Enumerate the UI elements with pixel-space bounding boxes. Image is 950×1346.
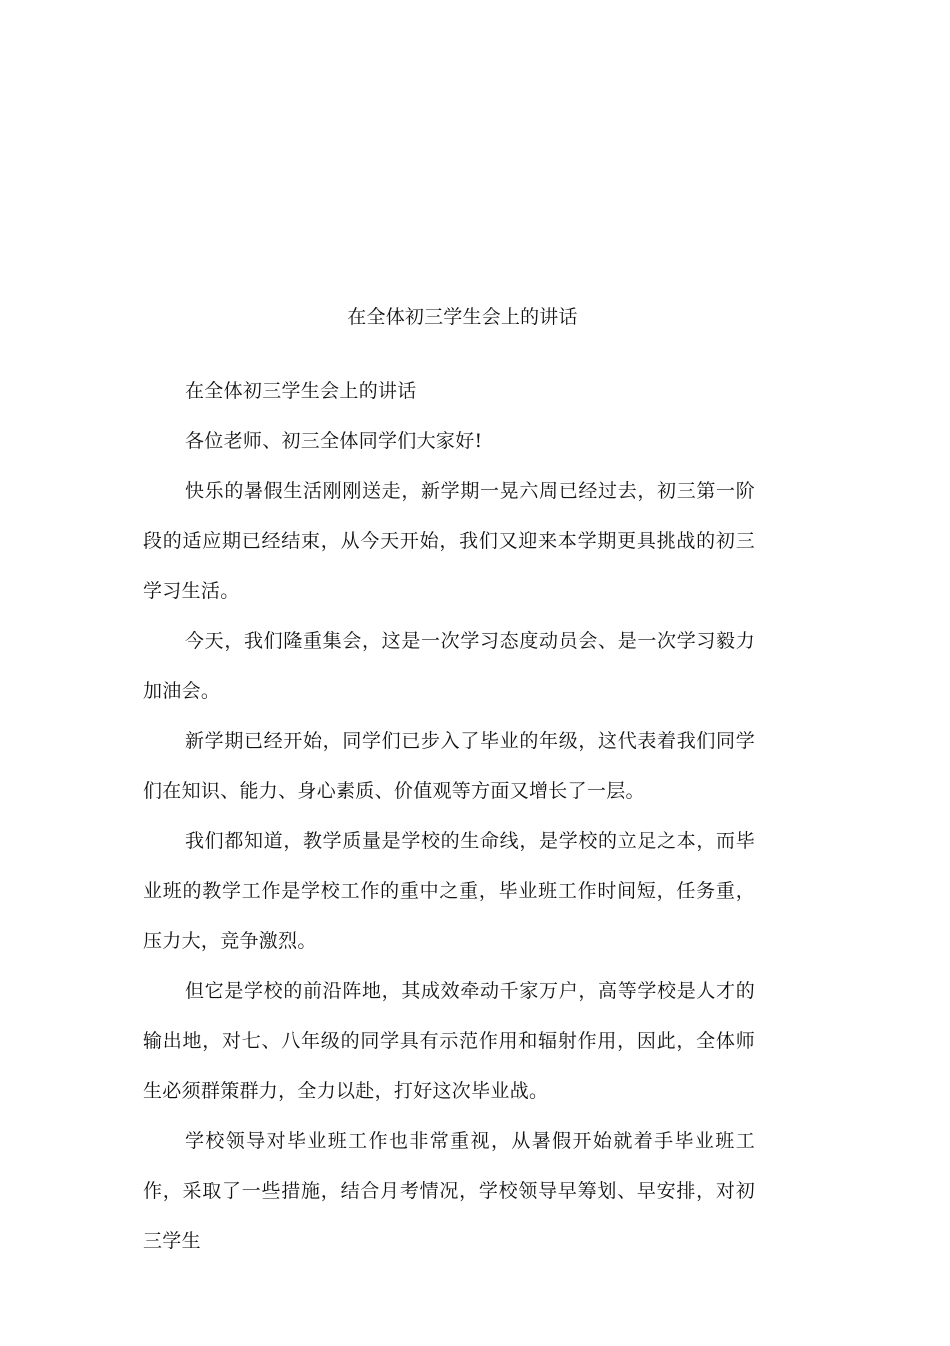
paragraph-5: 但它是学校的前沿阵地，其成效牵动千家万户，高等学校是人才的输出地，对七、八年级的同学具有示范作用和辐射作用，因此，全体师生必须群策群力，全力以赴，打好这次毕业战。: [143, 980, 755, 1102]
document-title: 在全体初三学生会上的讲话: [347, 306, 578, 328]
paragraph-greeting: 各位老师、初三全体同学们大家好!: [185, 430, 483, 452]
document-body: [143, 366, 755, 1266]
paragraph-6: 学校领导对毕业班工作也非常重视，从暑假开始就着手毕业班工作，采取了一些措施，结合月考情况，学校领导早筹划、早安排，对初三学生: [143, 1130, 755, 1252]
paragraph-4: 我们都知道，教学质量是学校的生命线，是学校的立足之本，而毕业班的教学工作是学校工作的重中之重，毕业班工作时间短，任务重，压力大，竞争激烈。: [143, 830, 755, 952]
paragraph-3: 新学期已经开始，同学们已步入了毕业的年级，这代表着我们同学们在知识、能力、身心素质、价值观等方面又增长了一层。: [143, 730, 755, 802]
paragraph-1: 快乐的暑假生活刚刚送走，新学期一晃六周已经过去，初三第一阶段的适应期已经结束，从今天开始，我们又迎来本学期更具挑战的初三学习生活。: [143, 480, 755, 602]
paragraph-subtitle: 在全体初三学生会上的讲话: [185, 380, 417, 402]
paragraph-2: 今天，我们隆重集会，这是一次学习态度动员会、是一次学习毅力加油会。: [143, 630, 755, 702]
